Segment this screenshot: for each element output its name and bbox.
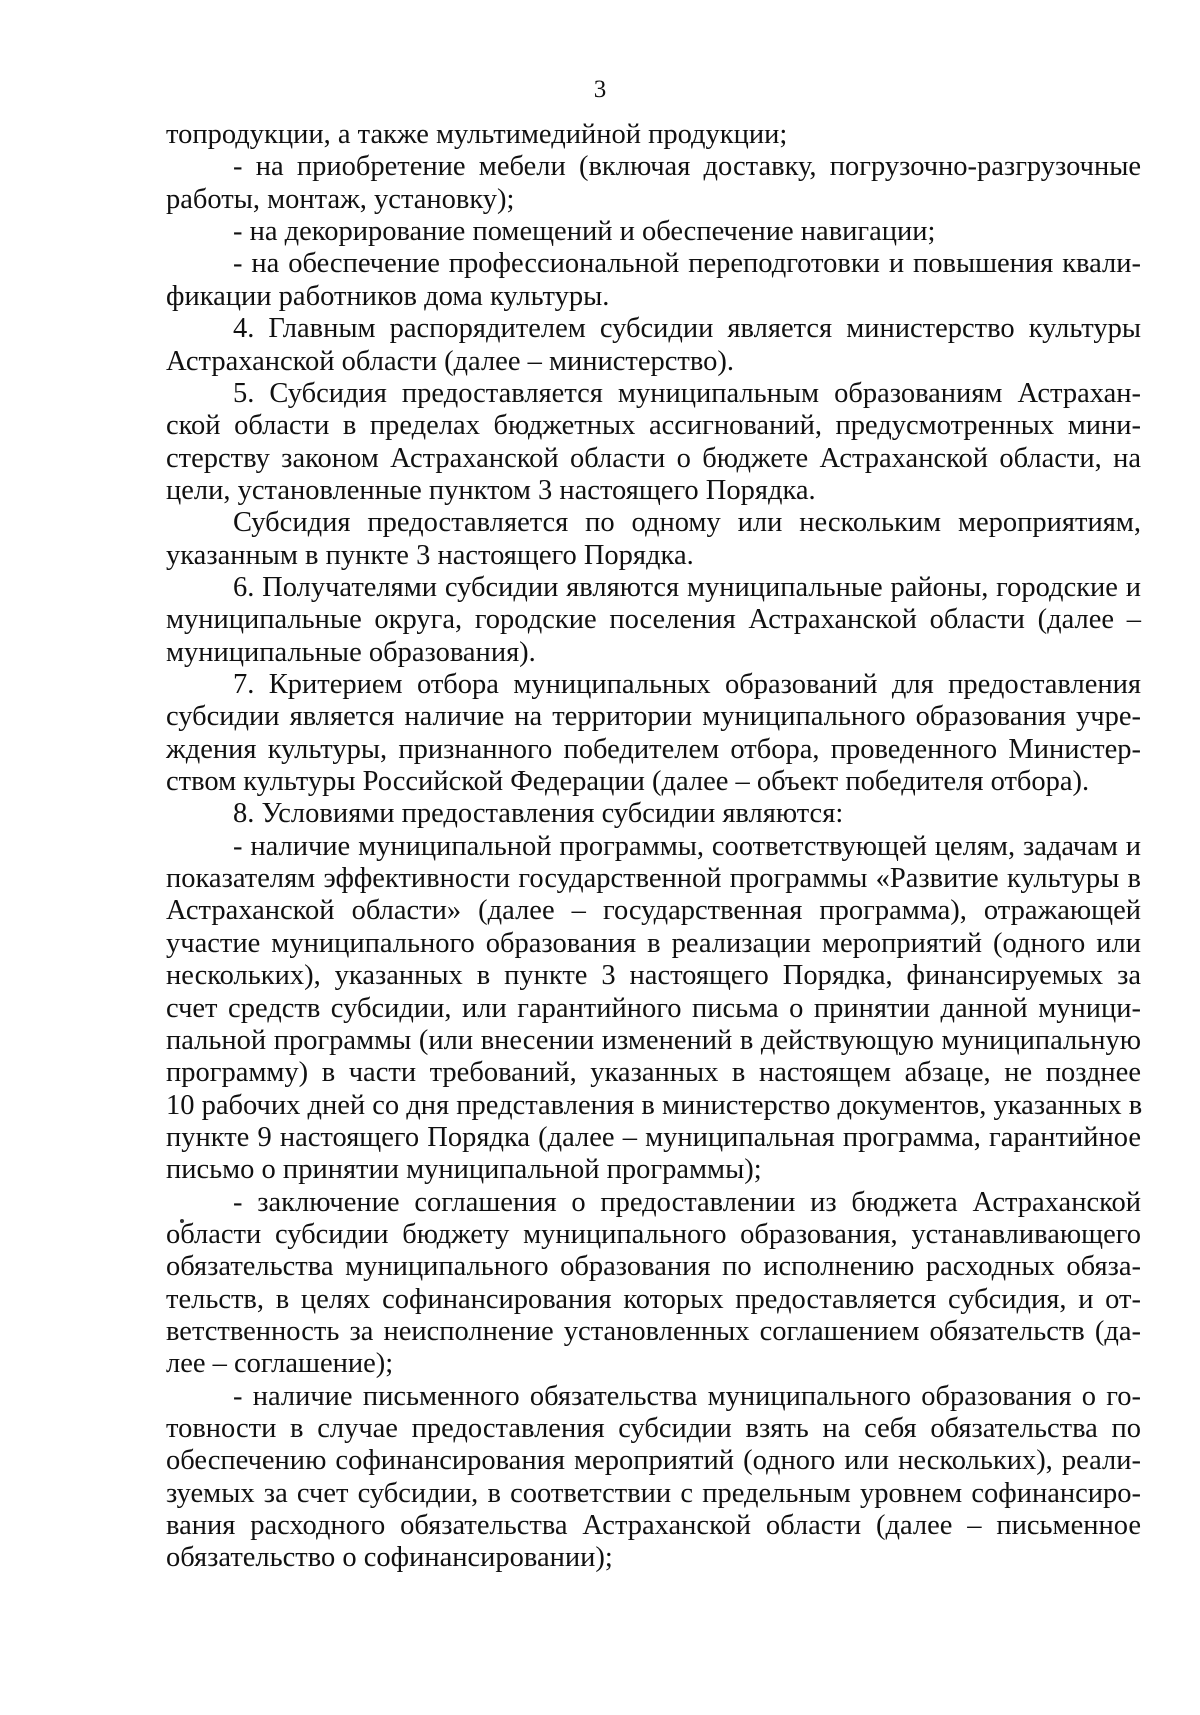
text-line: обязательство о софинансировании); bbox=[166, 1542, 613, 1574]
text-line: нескольких), указанных в пункте 3 настоящего Порядка, финансируемых за bbox=[166, 960, 1141, 992]
text-line: программу) в части требований, указанных в настоящем абзаце, не позднее bbox=[166, 1057, 1141, 1089]
text-line: товности в случае предоставления субсидии взять на себя обязательства по bbox=[166, 1413, 1141, 1444]
text-line: ством культуры Российской Федерации (далее – объект победителя отбора). bbox=[166, 766, 1090, 797]
page-number: 3 bbox=[593, 76, 607, 103]
text-line: - на декорирование помещений и обеспечение навигации; bbox=[233, 216, 936, 248]
text-line: Астраханской области (далее – министерство). bbox=[166, 345, 735, 377]
text-line: лее – соглашение); bbox=[166, 1348, 394, 1380]
text-line: - на приобретение мебели (включая доставку, погрузочно-разгрузочные bbox=[233, 151, 1141, 183]
text-line: фикации работников дома культуры. bbox=[166, 280, 610, 312]
text-line: - на обеспечение профессиональной переподготовки и повышения квали- bbox=[233, 248, 1141, 280]
text-line: участие муниципального образования в реализации мероприятий (одного или bbox=[166, 927, 1141, 959]
text-line: указанным в пункте 3 настоящего Порядка. bbox=[166, 539, 694, 571]
text-line: области субсидии бюджету муниципального образования, устанавливающего bbox=[166, 1218, 1141, 1250]
text-line: муниципальные образования). bbox=[166, 636, 536, 668]
text-line: показателям эффективности государственной программы «Развитие культуры в bbox=[166, 863, 1141, 895]
text-line: - наличие письменного обязательства муниципального образования о го- bbox=[233, 1380, 1141, 1412]
text-line: топродукции, а также мультимедийной продукции; bbox=[166, 119, 788, 150]
text-line: тельств, в целях софинансирования которых предоставляется субсидия, и от- bbox=[166, 1283, 1141, 1315]
text-line: пальной программы (или внесении изменений в действующую муниципальную bbox=[166, 1024, 1141, 1056]
text-line: 7. Критерием отбора муниципальных образований для предоставления bbox=[233, 669, 1141, 700]
text-line: счет средств субсидии, или гарантийного письма о принятии данной муници- bbox=[166, 992, 1141, 1024]
text-line: цели, установленные пунктом 3 настоящего Порядка. bbox=[166, 474, 816, 506]
text-line: 6. Получателями субсидии являются муниципальные районы, городские и bbox=[233, 571, 1141, 603]
text-line: ждения культуры, признанного победителем отбора, проведенного Министер- bbox=[166, 733, 1141, 765]
text-line: муниципальные округа, городские поселения Астраханской области (далее – bbox=[166, 604, 1141, 636]
text-line: - заключение соглашения о предоставлении из бюджета Астраханской bbox=[233, 1186, 1141, 1218]
text-line: 5. Субсидия предоставляется муниципальным образованиям Астрахан- bbox=[233, 377, 1141, 409]
text-line: субсидии является наличие на территории муниципального образования учре- bbox=[166, 701, 1141, 733]
text-line: письмо о принятии муниципальной программы); bbox=[166, 1154, 762, 1186]
text-line: Субсидия предоставляется по одному или нескольким мероприятиям, bbox=[233, 507, 1141, 539]
text-line: работы, монтаж, установку); bbox=[166, 183, 515, 215]
text-line: ветственность за неисполнение установленных соглашением обязательств (да- bbox=[166, 1316, 1141, 1347]
text-line: - наличие муниципальной программы, соответствующей целям, задачам и bbox=[233, 830, 1141, 862]
text-line: вания расходного обязательства Астраханской области (далее – письменное bbox=[166, 1510, 1141, 1541]
text-line: ской области в пределах бюджетных ассигнований, предусмотренных мини- bbox=[166, 410, 1141, 442]
text-line: 10 рабочих дней со дня представления в министерство документов, указанных в bbox=[166, 1089, 1143, 1121]
text-line: пункте 9 настоящего Порядка (далее – муниципальная программа, гарантийное bbox=[166, 1121, 1141, 1153]
text-line: Астраханской области» (далее – государственная программа), отражающей bbox=[166, 895, 1141, 927]
text-line: обеспечению софинансирования мероприятий (одного или нескольких), реали- bbox=[166, 1445, 1141, 1477]
text-line: зуемых за счет субсидии, в соответствии с предельным уровнем софинансиро- bbox=[166, 1477, 1141, 1509]
text-line: 8. Условиями предоставления субсидии являются: bbox=[233, 798, 844, 830]
text-line: стерству законом Астраханской области о бюджете Астраханской области, на bbox=[166, 442, 1141, 474]
text-line: 4. Главным распорядителем субсидии является министерство культуры bbox=[233, 313, 1141, 345]
text-line: обязательства муниципального образования по исполнению расходных обяза- bbox=[166, 1251, 1141, 1283]
